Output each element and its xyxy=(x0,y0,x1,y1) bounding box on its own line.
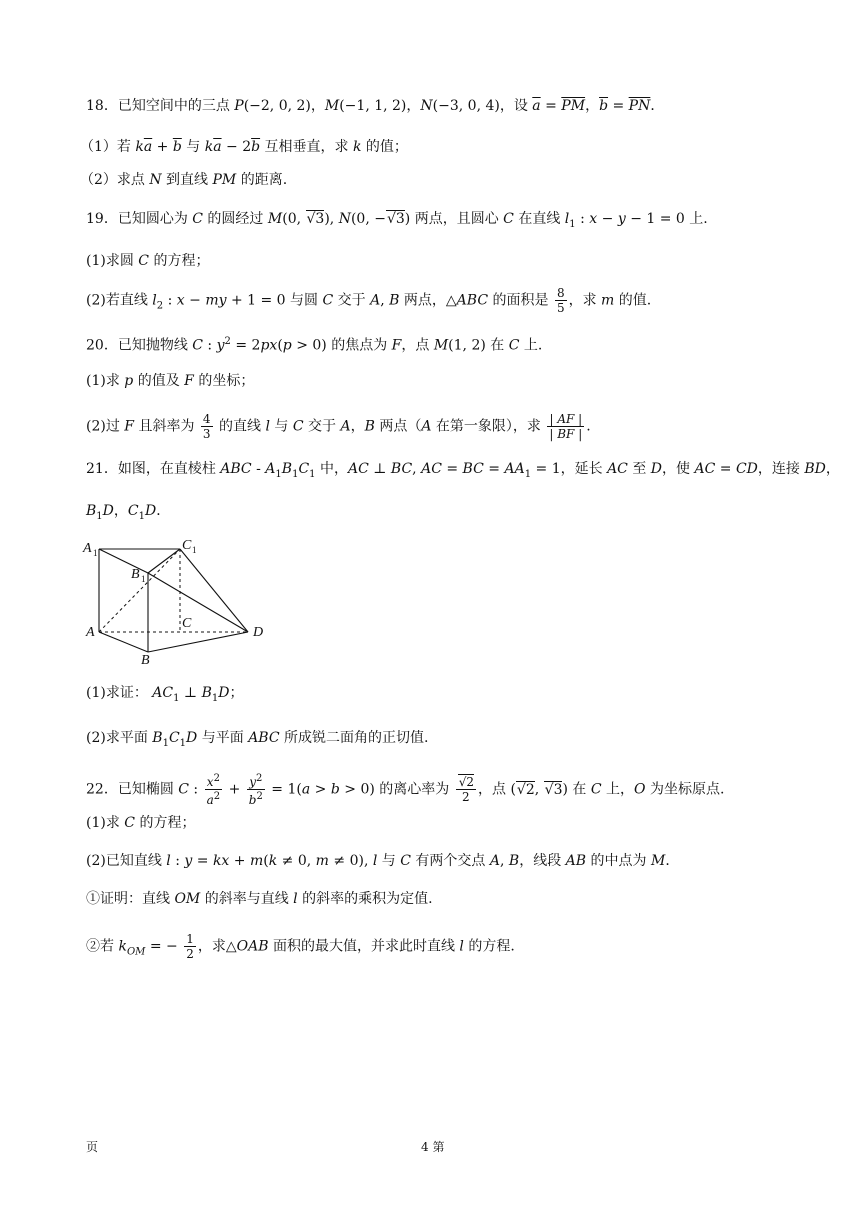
problem-20-part-1: (1)求 p 的值及 F 的坐标； xyxy=(86,373,255,389)
problem-22-part-2-ii: ②若 $k_{OM}$ = − $\frac{1}{2}$ ，求△OAB 面积的最大值，并求此时直线 l 的方程. xyxy=(86,932,515,961)
label-b1: B xyxy=(131,567,140,582)
problem-21-stem: 21．如图，在直棱柱 ABC - $A_1B_1C_1$ 中，AC ⊥ BC, AC = BC = $AA_1 = 1$，延长 AC 至 D，使 AC = CD，连接 BD， xyxy=(86,461,840,480)
problem-19-stem: 19．已知圆心为 C 的圆经过 M(0, √3), N(0, −√3) 两点，且圆心 C 在直线 $l_1$ : x − y − 1 = 0 上. xyxy=(86,211,708,230)
problem-18-stem: 18．已知空间中的三点 P(−2, 0, 2)，M(−1, 1, 2)，N(−3, 0, 4)，设 $\overline{a} = \overline{PM}$，$\overline{b} = \overline{PN}$． xyxy=(86,98,665,114)
problem-22-part-2-i: ①证明：直线 OM 的斜率与直线 l 的斜率的乘积为定值. xyxy=(86,891,433,907)
problem-21-part-1: (1)求证： $AC_1$ ⊥ $B_1D$； xyxy=(86,685,244,704)
label-c1: C xyxy=(182,538,192,553)
problem-19-part-1: (1)求圆 C 的方程； xyxy=(86,253,210,269)
problem-21-stem-cont: $B_1D$，$C_1D$． xyxy=(86,503,171,522)
label-b: B xyxy=(141,653,150,668)
label-c1-sub: 1 xyxy=(192,545,197,555)
problem-22-stem: 22．已知椭圆 C : $\frac{x^2}{a^2}$ + $\frac{y^2}{b^2}$ = 1(a > b > 0) 的离心率为 $\frac{√2}{2}$ ，点 (√2, √3) 在 C 上，O 为坐标原点. xyxy=(86,773,725,807)
label-a1-sub: 1 xyxy=(93,548,98,558)
footer-left: 页 xyxy=(86,1140,99,1154)
label-c: C xyxy=(182,616,192,631)
label-a: A xyxy=(86,625,95,640)
label-d: D xyxy=(253,625,264,640)
problem-21-part-2: (2)求平面 $B_1C_1D$ 与平面 ABC 所成锐二面角的正切值. xyxy=(86,730,429,749)
label-b1-sub: 1 xyxy=(141,574,146,584)
problem-20-stem: 20．已知抛物线 C : $y^2 = 2px(p > 0)$ 的焦点为 F，点 M(1, 2) 在 C 上. xyxy=(86,336,543,354)
prism-figure xyxy=(78,532,278,668)
problem-19-part-2: (2)若直线 $l_2$ : x − my + 1 = 0 与圆 C 交于 A, B 两点，△ABC 的面积是 $\frac{8}{5}$ ，求 m 的值. xyxy=(86,286,652,315)
problem-22-part-1: (1)求 C 的方程； xyxy=(86,815,196,831)
problem-22-part-2: (2)已知直线 l : y = kx + m(k ≠ 0, m ≠ 0), l 与 C 有两个交点 A, B，线段 AB 的中点为 M． xyxy=(86,853,680,869)
problem-18-part-1: （1）若 $k\overline{a} + \overline{b}$ 与 $k\overline{a} - 2\overline{b}$ 互相垂直，求 k 的值； xyxy=(80,139,408,155)
problem-20-part-2: (2)过 F 且斜率为 $\frac{4}{3}$ 的直线 l 与 C 交于 A，B 两点（A 在第一象限），求 $\frac{| AF |}{| BF |}$ . xyxy=(86,412,591,441)
label-a1: A xyxy=(83,541,92,556)
problem-18-part-2: （2）求点 N 到直线 PM 的距离. xyxy=(80,172,288,188)
footer-page-number: 4 第 xyxy=(421,1140,445,1154)
